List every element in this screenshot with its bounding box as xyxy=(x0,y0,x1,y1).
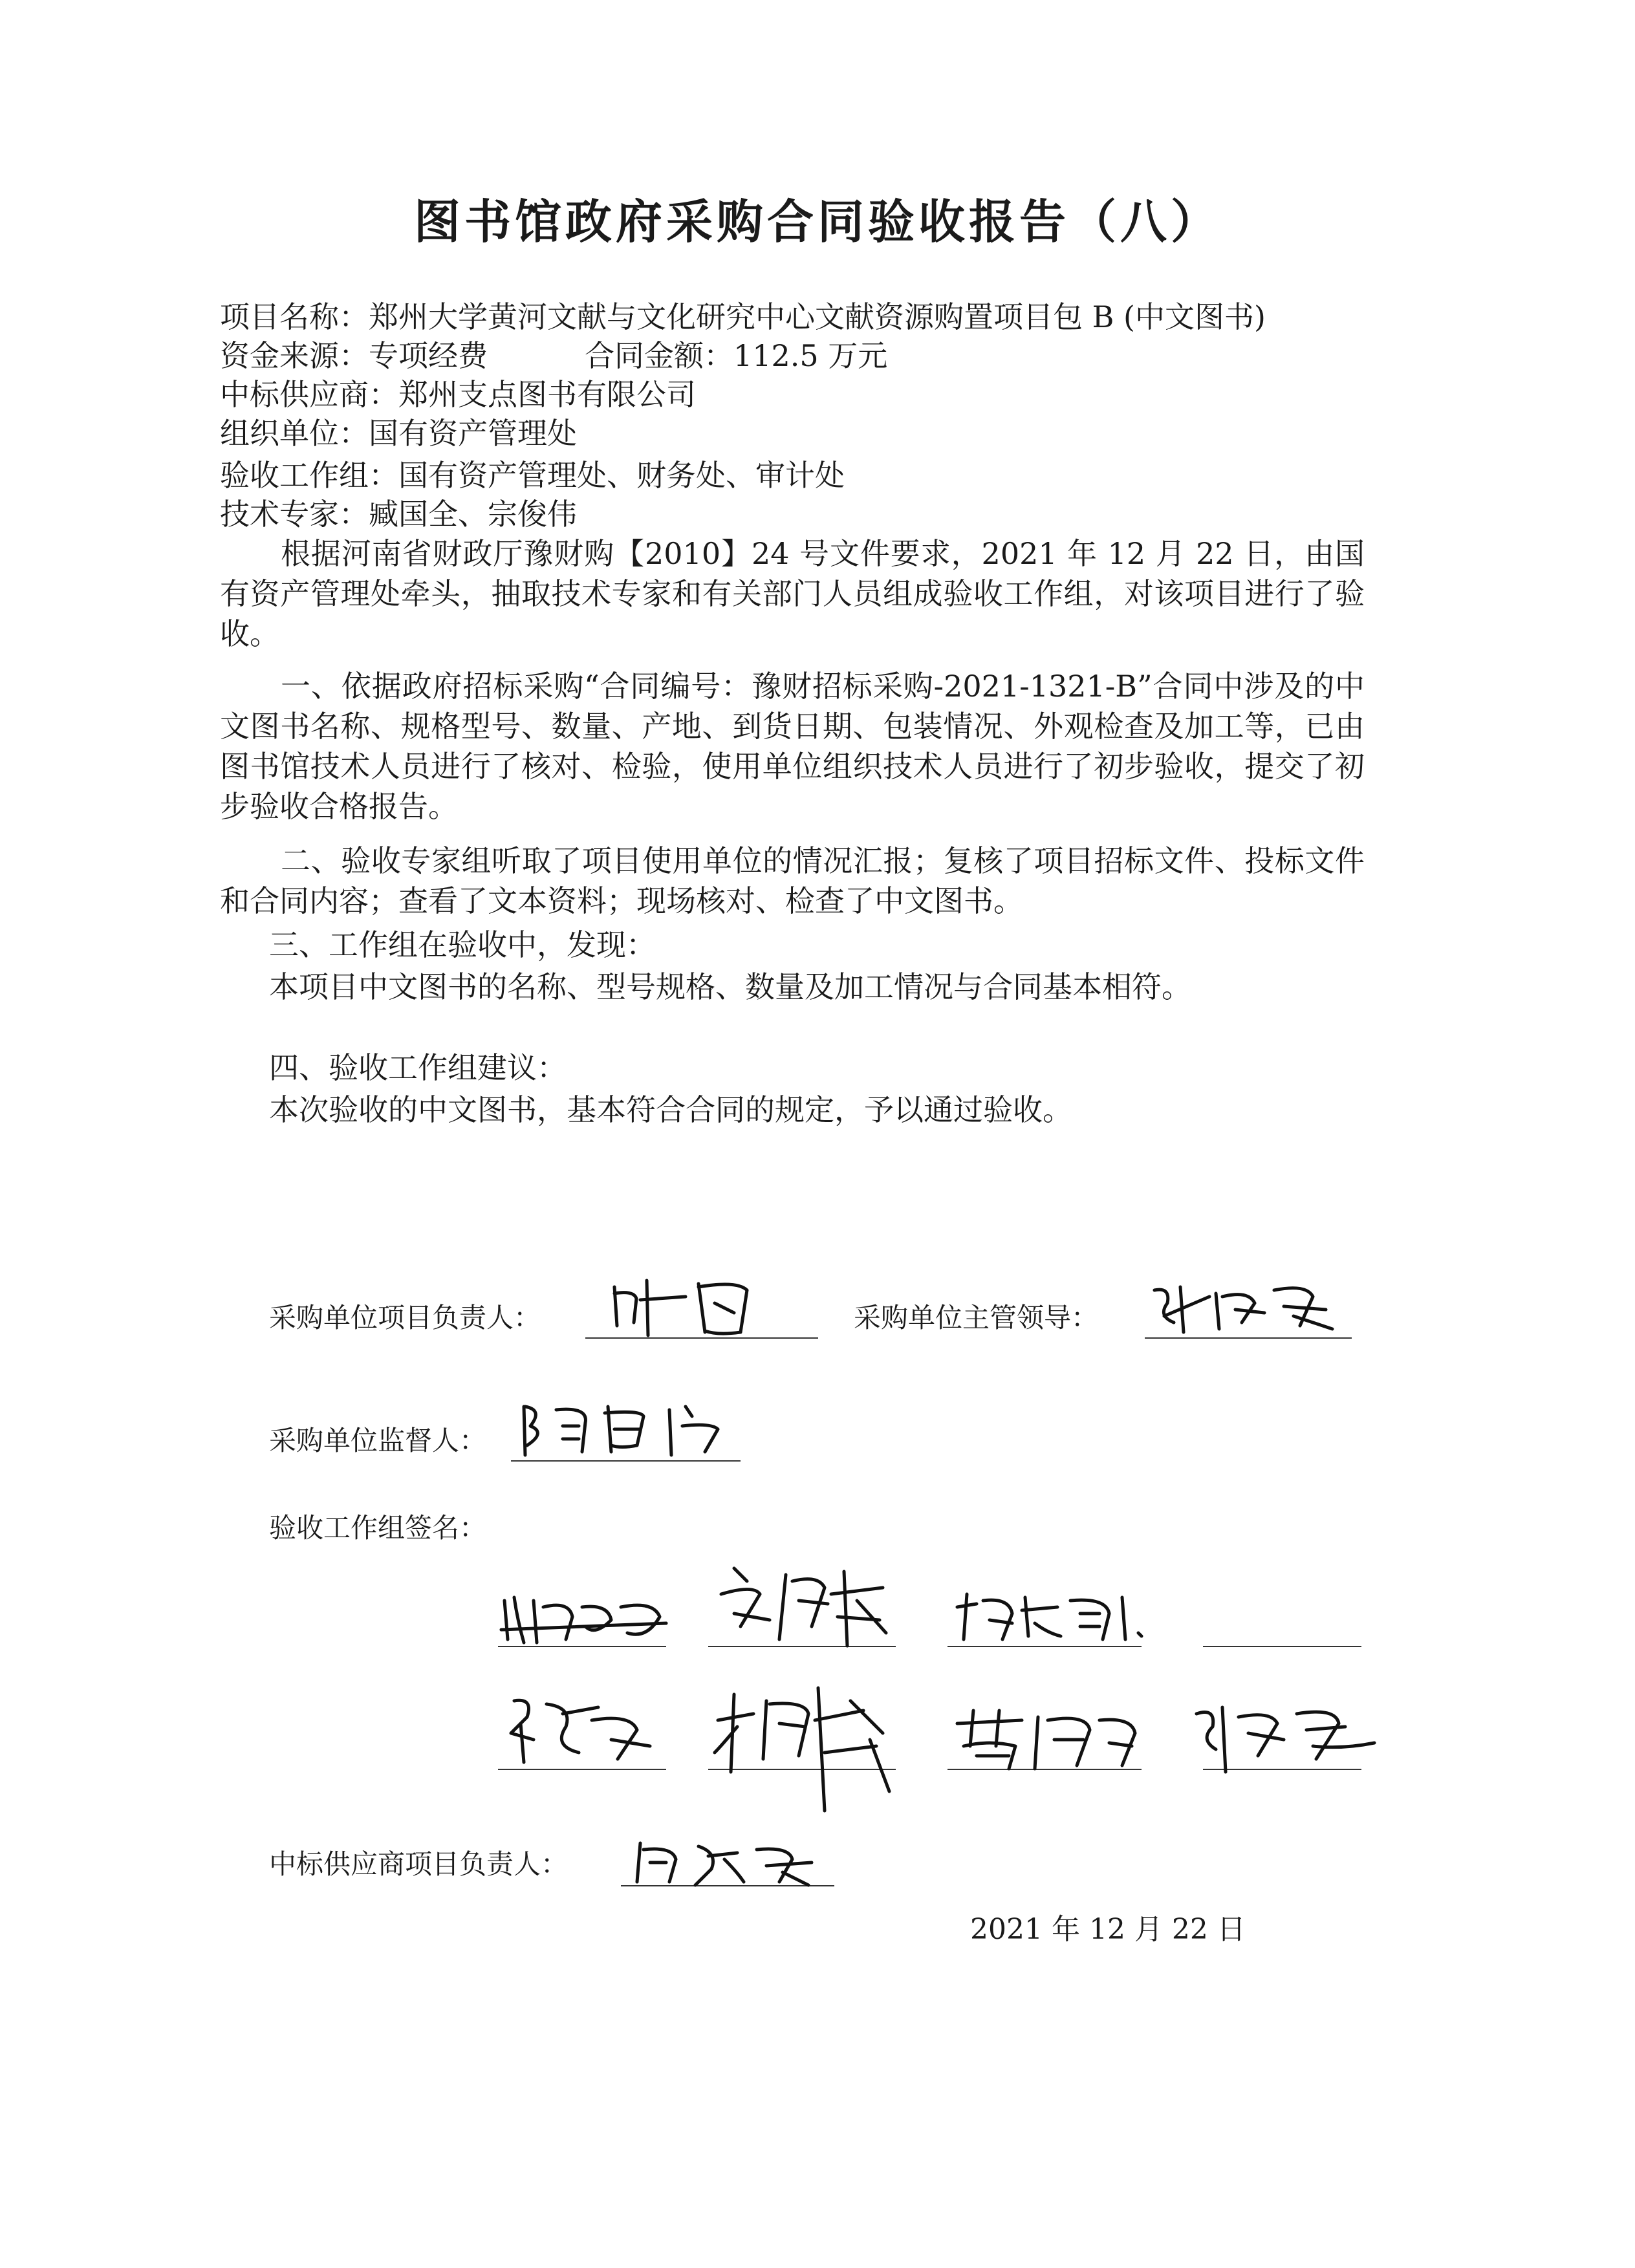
group-signature-6 xyxy=(708,1681,915,1830)
fund-and-amount-row xyxy=(220,336,887,375)
organizer: 组织单位：国有资产管理处 xyxy=(220,416,577,451)
group-sign-line-4 xyxy=(1203,1646,1361,1647)
work-group: 验收工作组：国有资产管理处、财务处、审计处 xyxy=(220,458,845,493)
group-signature-8 xyxy=(1187,1694,1387,1778)
leader-label: 采购单位主管领导： xyxy=(854,1302,1099,1334)
supplier-lead-signature xyxy=(627,1833,841,1892)
group-signature-3 xyxy=(951,1584,1158,1649)
contract-amount: 合同金额：112.5 万元 xyxy=(585,338,888,373)
report-date: 2021 年 12 月 22 日 xyxy=(970,1913,1246,1946)
group-signature-1 xyxy=(498,1588,673,1652)
group-signature-7 xyxy=(951,1701,1158,1778)
section-3-heading: 三、工作组在验收中，发现： xyxy=(269,927,656,962)
project-lead-signature xyxy=(608,1274,776,1339)
supplier-lead-label: 中标供应商项目负责人： xyxy=(269,1848,568,1880)
project-lead-label: 采购单位项目负责人： xyxy=(269,1302,541,1334)
fund-source: 资金来源：专项经费 xyxy=(220,338,488,373)
supervisor-signature xyxy=(517,1397,737,1462)
group-signature-2 xyxy=(708,1555,902,1652)
group-signature-5 xyxy=(501,1688,676,1772)
supplier: 中标供应商：郑州支点图书有限公司 xyxy=(220,377,696,412)
intro-paragraph: 根据河南省财政厅豫财购【2010】24 号文件要求，2021 年 12 月 22 日，由国有资产管理处牵头，抽取技术专家和有关部门人员组成验收工作组，对该项目进行了验收。 xyxy=(220,536,1365,651)
section-1-paragraph: 一、依据政府招标采购“合同编号：豫财招标采购-2021-1321-B”合同中涉及的中文图书名称、规格型号、数量、产地、到货日期、包装情况、外观检查及加工等，已由图书馆技术人员进行了核对、检验，使用单位组织技术人员进行了初步验收，提交了初步验收合格报告。 xyxy=(220,669,1365,824)
section-2-paragraph: 二、验收专家组听取了项目使用单位的情况汇报；复核了项目招标文件、投标文件和合同内容；查看了文本资料；现场核对、检查了中文图书。 xyxy=(220,843,1365,918)
supervisor-label: 采购单位监督人： xyxy=(269,1425,487,1456)
leader-signature xyxy=(1145,1277,1352,1342)
section-3-text: 本项目中文图书的名称、型号规格、数量及加工情况与合同基本相符。 xyxy=(269,969,1191,1004)
project-name: 项目名称：郑州大学黄河文献与文化研究中心文献资源购置项目包 B (中文图书) xyxy=(220,299,1266,334)
section-4-text: 本次验收的中文图书，基本符合合同的规定，予以通过验收。 xyxy=(269,1092,1072,1127)
group-label: 验收工作组签名： xyxy=(269,1512,487,1544)
experts: 技术专家：臧国全、宗俊伟 xyxy=(220,497,577,532)
section-4-heading: 四、验收工作组建议： xyxy=(269,1050,567,1085)
report-title: 图书馆政府采购合同验收报告（八） xyxy=(413,194,1221,249)
